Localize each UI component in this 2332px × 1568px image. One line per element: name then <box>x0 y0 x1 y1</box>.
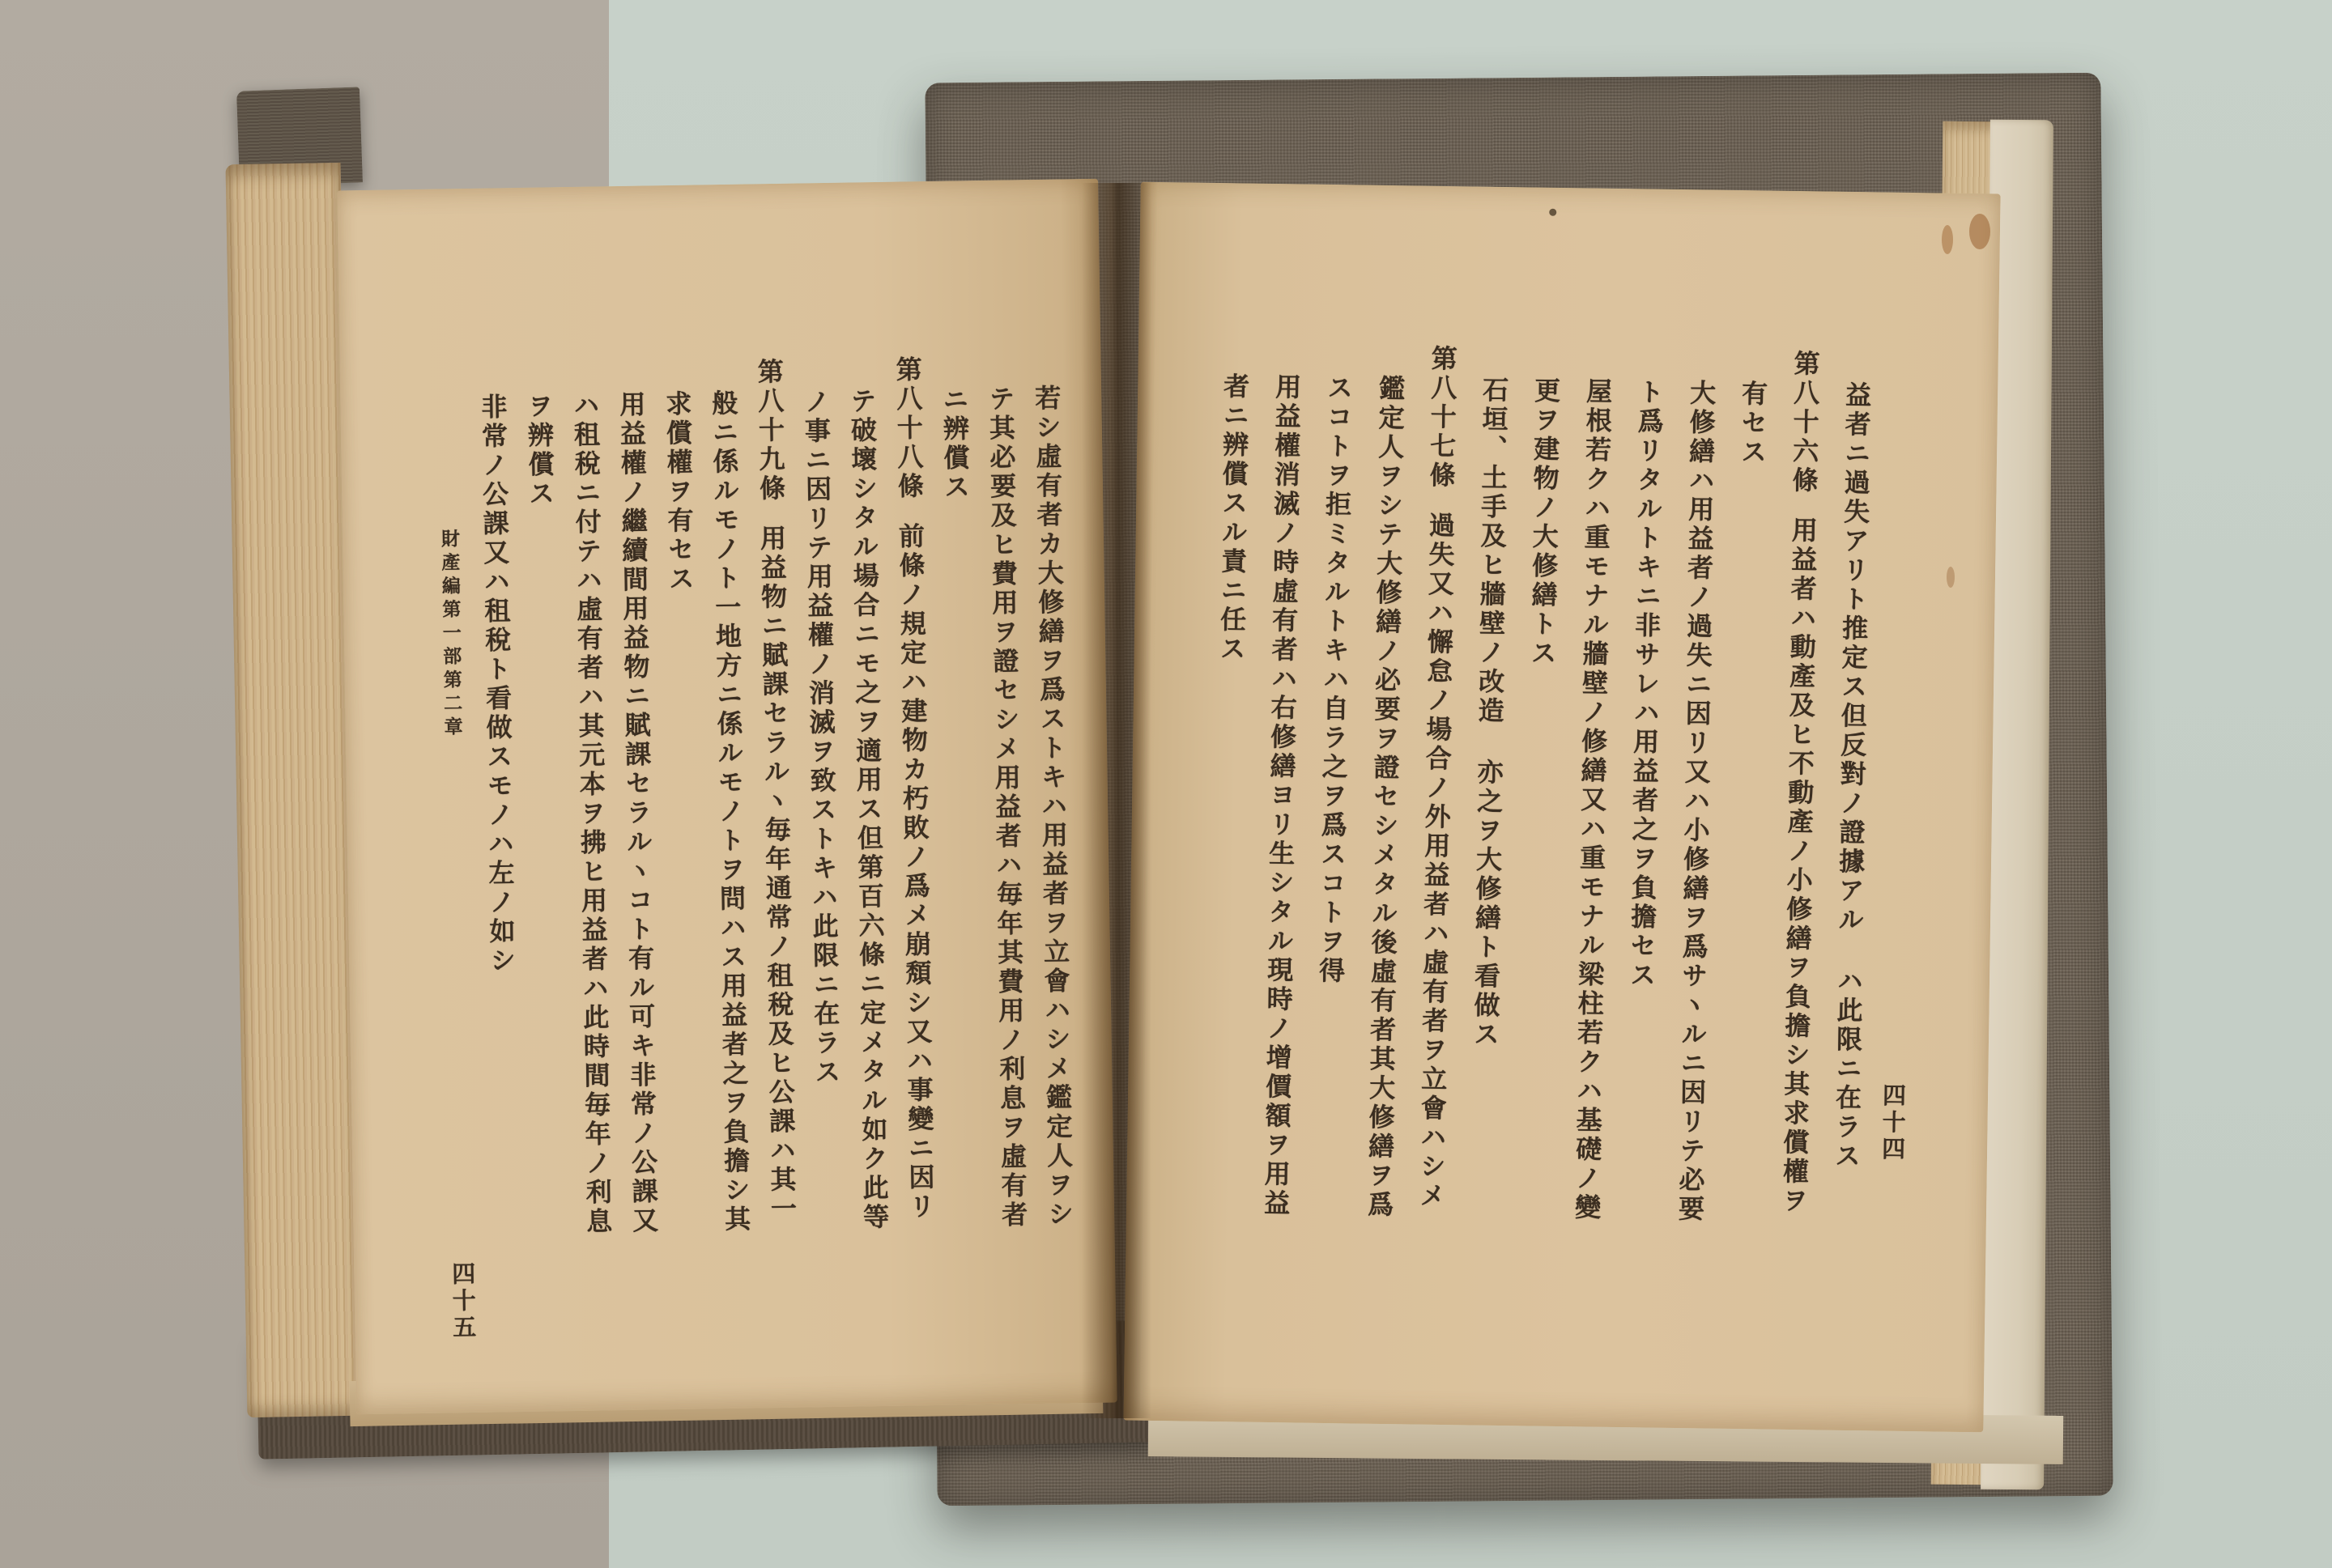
column-text: ニ辨償ス <box>939 385 971 503</box>
article-number: 第八十六條 <box>1789 349 1820 496</box>
text-column <box>1777 350 1819 1232</box>
binding-hole <box>1549 209 1556 216</box>
article-number: 第八十七條 <box>1426 344 1458 491</box>
column-text: 鑑定人ヲシテ大修繕ノ必要ヲ證セシメタル後虛有者其大修繕ヲ爲 <box>1364 374 1406 1221</box>
column-text: 用益權ノ繼續間用益物ニ賦課セラルヽコト有ル可キ非常ノ公課又 <box>616 390 659 1236</box>
paper-stain <box>1942 225 1953 254</box>
column-text: 般ニ係ルモノト一地方ニ係ルモノトヲ問ハス用益者之ヲ負擔シ其 <box>709 389 751 1235</box>
column-text: 用益者ハ動產及ヒ不動產ノ小修繕ヲ負擔シ其求償權ヲ <box>1778 516 1819 1217</box>
left-page-text-block <box>459 354 1073 1246</box>
right-page-text-block <box>1185 342 1870 1234</box>
column-text: 若シ虛有者カ大修繕ヲ爲ストキハ用益者ヲ立會ハシメ鑑定人ヲシ <box>1032 384 1075 1230</box>
text-column <box>476 362 519 1244</box>
column-text: 石垣、土手及ヒ牆壁ノ改造𪜈亦之ヲ大修繕ト看做ス <box>1470 376 1509 1050</box>
column-text: 用益物ニ賦課セラルヽ毎年通常ノ租稅及ヒ公課ハ其一 <box>756 524 798 1225</box>
text-column <box>845 356 890 1239</box>
text-column <box>1466 346 1508 1228</box>
text-column <box>615 360 657 1243</box>
column-text: テ破壞シタル場合ニモ之ヲ適用ス但第百六條ニ定メタル如ク此等 <box>847 387 890 1233</box>
column-text: スコトヲ拒ミタルトキハ自ラ之ヲ爲スコトヲ得 <box>1315 373 1354 987</box>
column-text: 用益權消滅ノ時虛有者ハ右修繕ヨリ生シタル現時ノ增價額ヲ用益 <box>1260 372 1302 1219</box>
column-text: 益者ニ過失アリト推定ス但反對ノ證據アル𪜈ハ此限ニ在ラス <box>1831 380 1872 1172</box>
text-column <box>1207 342 1249 1224</box>
left-page <box>337 179 1117 1415</box>
paper-stain <box>1969 214 1990 249</box>
column-text: 非常ノ公課又ハ租稅ト看做スモノハ左ノ如シ <box>478 393 517 976</box>
column-text: ハ租稅ニ付テハ虛有者ハ其元本ヲ拂ヒ用益者ハ此時間毎年ノ利息 <box>570 391 613 1237</box>
text-column <box>1829 351 1870 1233</box>
text-column <box>1570 346 1611 1229</box>
column-text: ト爲リタルトキニ非サレハ用益者之ヲ負擔セス <box>1626 378 1665 991</box>
column-text: ノ事ニ因リテ用益權ノ消滅ヲ致ストキハ此限ニ在ラス <box>801 387 841 1088</box>
column-text: 屋根若クハ重モナル牆壁ノ修繕又ハ重モナル梁柱若クハ基礎ノ變 <box>1571 377 1613 1223</box>
article-number: 第八十九條 <box>754 357 786 504</box>
text-column <box>661 359 704 1242</box>
text-column <box>798 357 841 1239</box>
text-column <box>891 355 934 1238</box>
text-column <box>1311 343 1352 1226</box>
column-text: 有セス <box>1737 379 1768 468</box>
column-text: 者ニ辨償スル責ニ任ス <box>1216 372 1250 665</box>
text-column <box>1674 348 1715 1230</box>
column-text: 求償權ヲ有セス <box>662 389 696 595</box>
article-number: 第八十八條 <box>892 355 925 502</box>
text-column <box>983 354 1026 1236</box>
page-number-left: 四十五 <box>448 1260 476 1342</box>
text-column <box>1726 349 1767 1231</box>
text-column <box>1415 345 1456 1227</box>
text-column <box>707 359 750 1241</box>
text-column <box>1622 347 1663 1230</box>
text-column <box>752 357 798 1240</box>
text-column <box>1518 346 1560 1228</box>
column-text: ヲ辨償ス <box>524 392 555 509</box>
text-column <box>568 360 611 1243</box>
column-text: 過失又ハ懈怠ノ場合ノ外用益者ハ虛有者ヲ立會ハシメ <box>1416 511 1456 1212</box>
running-title: 財產編第一部第二章 <box>438 529 462 741</box>
column-text: テ其必要及ヒ費用ヲ證セシメ用益者ハ毎年其費用ノ利息ヲ虛有者 <box>985 385 1028 1230</box>
text-column <box>1363 344 1404 1226</box>
column-text: 更ヲ建物ノ大修繕トス <box>1527 376 1561 669</box>
paper-stain <box>1947 567 1955 588</box>
text-column <box>937 355 980 1237</box>
column-text: 前條ノ規定ハ建物カ朽敗ノ爲メ崩頽シ又ハ事變ニ因リ <box>895 522 936 1222</box>
right-page <box>1123 182 2000 1433</box>
text-column <box>1259 342 1300 1225</box>
text-column <box>522 361 565 1243</box>
text-column <box>1029 354 1075 1236</box>
column-text: 大修繕ハ用益者ノ過失ニ因リ又ハ小修繕ヲ爲サヽルニ因リテ必要 <box>1675 379 1717 1225</box>
page-number-right: 四十四 <box>1878 1082 1906 1163</box>
